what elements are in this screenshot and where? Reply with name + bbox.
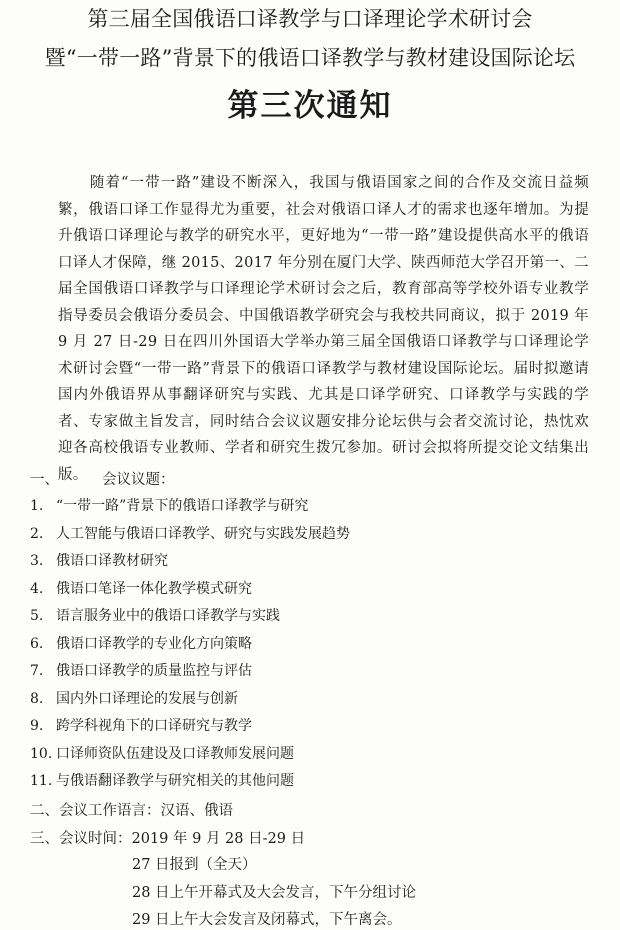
topic-item bbox=[30, 744, 350, 772]
topic-number: 7. bbox=[30, 663, 44, 679]
topic-text: 语言服务业中的俄语口译教学与实践 bbox=[56, 608, 280, 624]
topic-text: 俄语口译教学的专业化方向策略 bbox=[56, 635, 252, 652]
topic-number: 2. bbox=[30, 525, 44, 542]
topic-item bbox=[30, 551, 350, 579]
topic-item bbox=[30, 579, 350, 607]
topic-number: 9. bbox=[30, 718, 44, 734]
section-one-heading bbox=[30, 470, 175, 490]
topic-number: 10. bbox=[30, 745, 53, 762]
topic-number: 4. bbox=[30, 580, 44, 597]
schedule-day-27: 27 日报到（全天） bbox=[132, 857, 257, 873]
topic-text: 俄语口笔译一体化教学模式研究 bbox=[56, 580, 252, 597]
topic-item bbox=[30, 496, 350, 524]
topic-item bbox=[30, 716, 350, 744]
schedule-day-28: 28 日上午开幕式及大会发言，下午分组讨论 bbox=[132, 885, 417, 901]
topic-item bbox=[30, 771, 350, 799]
topic-item bbox=[30, 689, 350, 717]
intro-paragraph: 随着“一带一路”建设不断深入，我国与俄语国家之间的合作及交流日益频繁，俄语口译工作显得尤为重要，社会对俄语口译人才的需求也逐年增加。为提升俄语口译理论与教学的研究水平，更好地为“一带一路”建设提供高水平的俄语口译人才保障，继 2015、2017 年分别在厦门大学、陕西师范大学召开第一、二届全国俄语口译教学与口译理论学术研讨会之后，教育部高等学校外语专业教学指导委员会俄语分委员会、中国俄语教学研究会与我校共同商议，拟于 2019 年 9 月 27 日-29 日在四川外国语大学举办第三届全国俄语口译教学与口译理论学术研讨会暨“一带一路”背景下的俄语口译教学与教材建设国际论坛。届时拟邀请国内外俄语界从事翻译研究与实践、尤其是口译学研究、口译教学与实践的学者、专家做主旨发言，同时结合会议议题安排分论坛供与会者交流讨论，热忱欢迎各高校俄语专业教师、学者和研究生拨冗参加。研讨会拟将所提交论文结集出版。 bbox=[58, 175, 589, 483]
topic-list bbox=[30, 496, 350, 799]
topic-text: 人工智能与俄语口译教学、研究与实践发展趋势 bbox=[56, 525, 350, 542]
topic-text: 俄语口译教材研究 bbox=[56, 553, 168, 569]
topic-number: 5. bbox=[30, 608, 44, 624]
section-three-time: 三、会议时间：2019 年 9 月 28 日-29 日 bbox=[30, 831, 306, 847]
topic-number: 11. bbox=[30, 773, 53, 789]
topic-number: 1. bbox=[30, 498, 44, 514]
section-one-number: 一、 bbox=[30, 472, 59, 488]
topic-text: “一带一路”背景下的俄语口译教学与研究 bbox=[56, 498, 309, 514]
topic-item bbox=[30, 606, 350, 634]
topic-number: 8. bbox=[30, 690, 44, 707]
schedule-day-29: 29 日上午大会发言及闭幕式，下午离会。 bbox=[132, 912, 402, 928]
section-two-language: 二、会议工作语言：汉语、俄语 bbox=[30, 803, 233, 819]
topic-text: 俄语口译教学的质量监控与评估 bbox=[56, 663, 252, 679]
topic-item bbox=[30, 634, 350, 662]
topic-number: 6. bbox=[30, 635, 44, 652]
forum-title: 暨“一带一路”背景下的俄语口译教学与教材建设国际论坛 bbox=[44, 46, 576, 70]
topic-text: 口译师资队伍建设及口译教师发展问题 bbox=[56, 745, 294, 762]
topic-text: 与俄语翻译教学与研究相关的其他问题 bbox=[56, 773, 294, 789]
conference-title: 第三届全国俄语口译教学与口译理论学术研讨会 bbox=[87, 7, 533, 31]
topic-item bbox=[30, 524, 350, 552]
topic-number: 3. bbox=[30, 553, 44, 569]
notice-title: 第三次通知 bbox=[227, 88, 393, 124]
topic-text: 跨学科视角下的口译研究与教学 bbox=[56, 718, 252, 734]
topic-item bbox=[30, 661, 350, 689]
section-one-label: 会议议题： bbox=[102, 472, 175, 488]
topic-text: 国内外口译理论的发展与创新 bbox=[56, 690, 238, 707]
